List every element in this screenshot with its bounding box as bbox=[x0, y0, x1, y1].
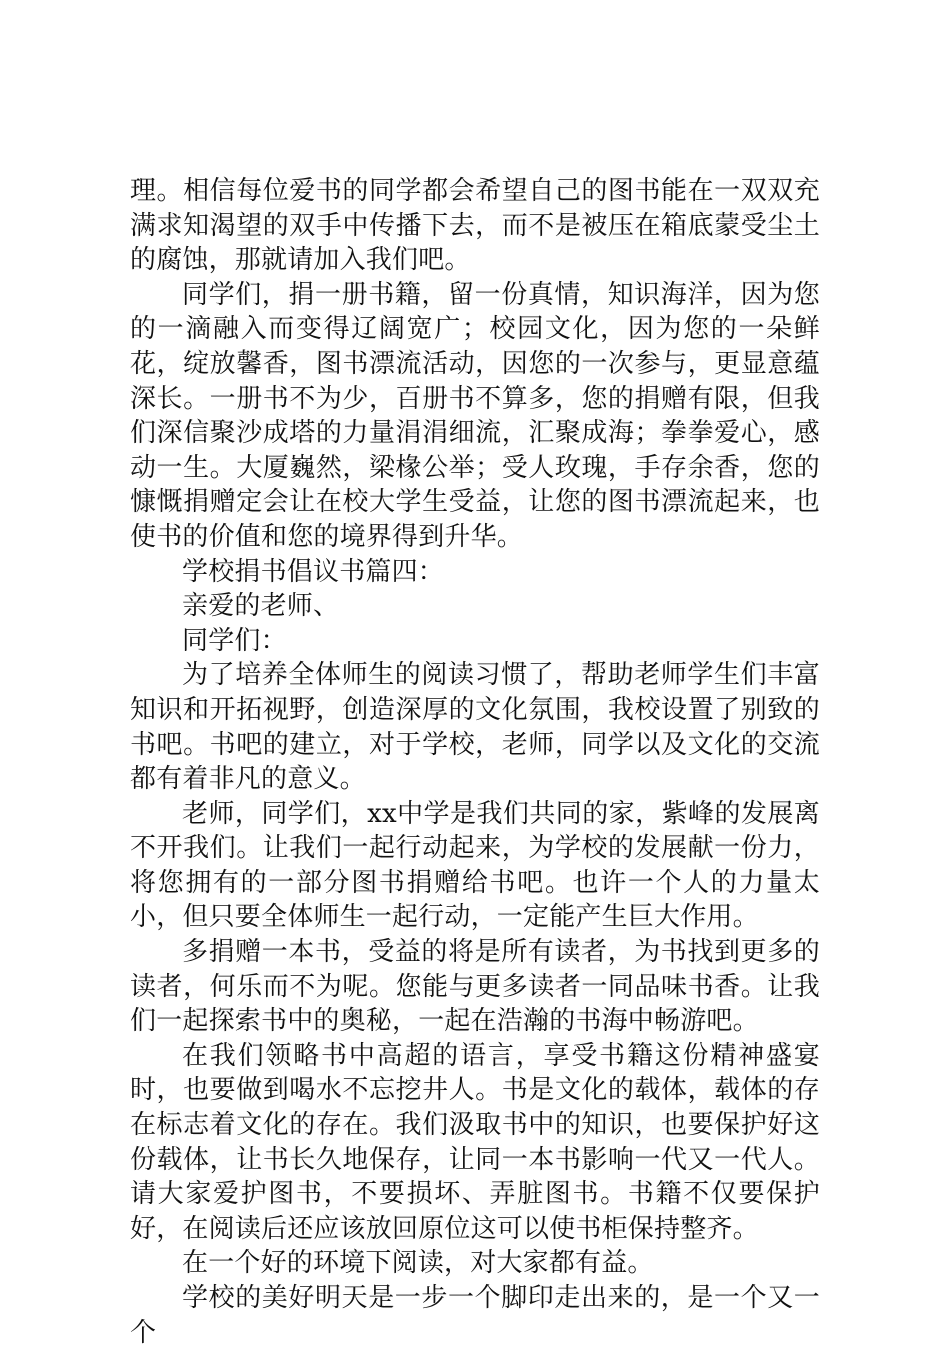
document-page bbox=[130, 174, 820, 1350]
section-heading: 学校捐书倡议书篇四： bbox=[182, 556, 445, 587]
paragraph-1: 理。相信每位爱书的同学都会希望自己的图书能在一双双充满求知渴望的双手中传播下去，而不是被压在箱底蒙受尘土的腐蚀，那就请加入我们吧。 bbox=[130, 176, 820, 276]
paragraph-2: 同学们，捐一册书籍，留一份真情，知识海洋，因为您的一滴融入而变得辽阔宽广；校园文化，因为您的一朵鲜花，绽放馨香，图书漂流活动，因您的一次参与，更显意蕴深长。一册书不为少，百册书不算多，您的捐赠有限，但我们深信聚沙成塔的力量涓涓细流，汇聚成海；拳拳爱心，感动一生。大厦巍然，梁椽公举；受人玫瑰，手存余香，您的慷慨捐赠定会让在校大学生受益，让您的图书漂流起来，也使书的价值和您的境界得到升华。 bbox=[130, 279, 820, 552]
paragraph-4: 老师，同学们，xx中学是我们共同的家，紫峰的发展离不开我们。让我们一起行动起来，为学校的发展献一份力，将您拥有的一部分图书捐赠给书吧。也许一个人的力量太小，但只要全体师生一起行动，一定能产生巨大作用。 bbox=[130, 798, 820, 933]
paragraph-7: 在一个好的环境下阅读，对大家都有益。 bbox=[182, 1248, 654, 1279]
paragraph-5: 多捐赠一本书，受益的将是所有读者，为书找到更多的读者，何乐而不为呢。您能与更多读者一同品味书香。让我们一起探索书中的奥秘，一起在浩瀚的书海中畅游吧。 bbox=[130, 937, 820, 1037]
paragraph-6: 在我们领略书中高超的语言，享受书籍这份精神盛宴时，也要做到喝水不忘挖井人。书是文化的载体，载体的存在标志着文化的存在。我们汲取书中的知识，也要保护好这份载体，让书长久地保存，让同一本书影响一代又一代人。请大家爱护图书，不要损坏、弄脏图书。书籍不仅要保护好，在阅读后还应该放回原位这可以使书柜保持整齐。 bbox=[130, 1040, 820, 1244]
paragraph-3: 为了培养全体师生的阅读习惯了，帮助老师学生们丰富知识和开拓视野，创造深厚的文化氛围，我校设置了别致的书吧。书吧的建立，对于学校，老师，同学以及文化的交流都有着非凡的意义。 bbox=[130, 660, 820, 795]
paragraph-8: 学校的美好明天是一步一个脚印走出来的，是一个又一个 bbox=[130, 1283, 820, 1348]
salutation-line-1: 亲爱的老师、 bbox=[182, 591, 340, 622]
salutation-line-2: 同学们： bbox=[182, 625, 287, 656]
